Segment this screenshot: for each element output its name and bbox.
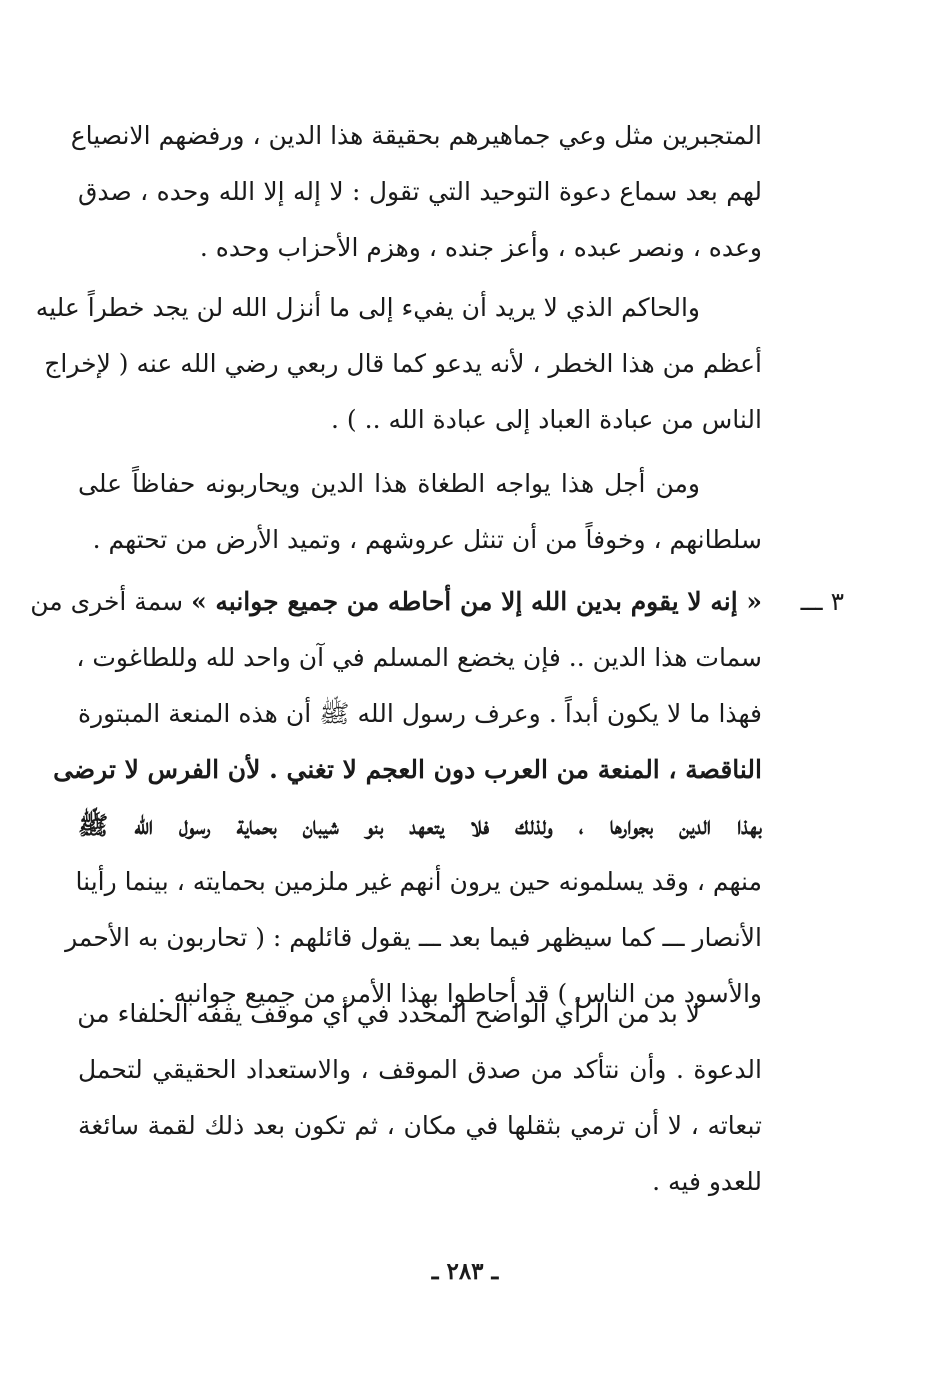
text-line: ومن أجل هذا يواجه الطغاة هذا الدين ويحاربونه حفاظاً على [78,469,700,498]
text-line: فهذا ما لا يكون أبداً . وعرف رسول الله ﷺ أن هذه المنعة المبتورة [78,699,762,728]
text-line: تبعاته ، لا أن ترمي بثقلها في مكان ، ثم تكون بعد ذلك لقمة سائغة [78,1111,762,1140]
text-line: لهم بعد سماع دعوة التوحيد التي تقول : لا إله إلا الله وحده ، صدق [78,177,762,206]
text-line: سمات هذا الدين .. فإن يخضع المسلم في آن واحد لله وللطاغوت ، [76,643,762,672]
item-number: ٣ ـــ [800,587,844,616]
paragraph-3 [78,456,762,568]
item-heading-tail: سمة أخرى من [30,587,184,616]
page-number: ـ ٢٨٣ ـ [431,1258,499,1285]
text-line: للعدو فيه . [652,1167,762,1196]
text-line: الأنصار ـــ كما سيظهر فيما بعد ـــ يقول قائلهم : ( تحاربون به الأحمر [65,923,762,952]
text-line: لا بد من الرأي الواضح المحدد في أي موقف يقفه الحلفاء من [77,999,700,1028]
item-heading-line [30,574,762,630]
text-line: منهم ، وقد يسلمونه حين يرون أنهم غير ملزمين بحمايته ، بينما رأينا [75,867,762,896]
paragraph-1 [70,108,762,276]
text-line: والأسود من الناس ) قد أحاطوا بهذا الأمر من جميع جوانبه . [157,979,762,1008]
text-line-bold: الناقصة ، المنعة من العرب دون العجم لا تغني . لأن الفرس لا ترضى [53,755,762,784]
text-line: أعظم من هذا الخطر ، لأنه يدعو كما قال ربعي رضي الله عنه ( لإخراج [44,349,762,378]
text-line: الناس من عبادة العباد إلى عبادة الله .. ) . [331,405,762,434]
text-line: سلطانهم ، وخوفاً من أن تنثل عروشهم ، وتميد الأرض من تحتهم . [92,525,762,554]
numbered-item-3 [30,574,762,1022]
text-line: الدعوة . وأن نتأكد من صدق الموقف ، والاستعداد الحقيقي لتحمل [78,1055,762,1084]
text-line-bold: بهذا الدين بجوارها ، ولذلك فلا يتعهد بنو شيبان بحماية رسول الله ﷺ [78,811,762,840]
item-quote-heading: « إنه لا يقوم بدين الله إلا من أحاطه من جميع جوانبه » [191,587,762,616]
text-line: المتجبرين مثل وعي جماهيرهم بحقيقة هذا الدين ، ورفضهم الانصياع [70,121,762,150]
paragraph-5 [78,986,762,1210]
text-line: وعده ، ونصر عبده ، وأعز جنده ، وهزم الأحزاب وحده . [199,233,762,262]
text-line: والحاكم الذي لا يريد أن يفيء إلى ما أنزل الله لن يجد خطراً عليه [35,293,700,322]
paragraph-2 [35,280,762,448]
